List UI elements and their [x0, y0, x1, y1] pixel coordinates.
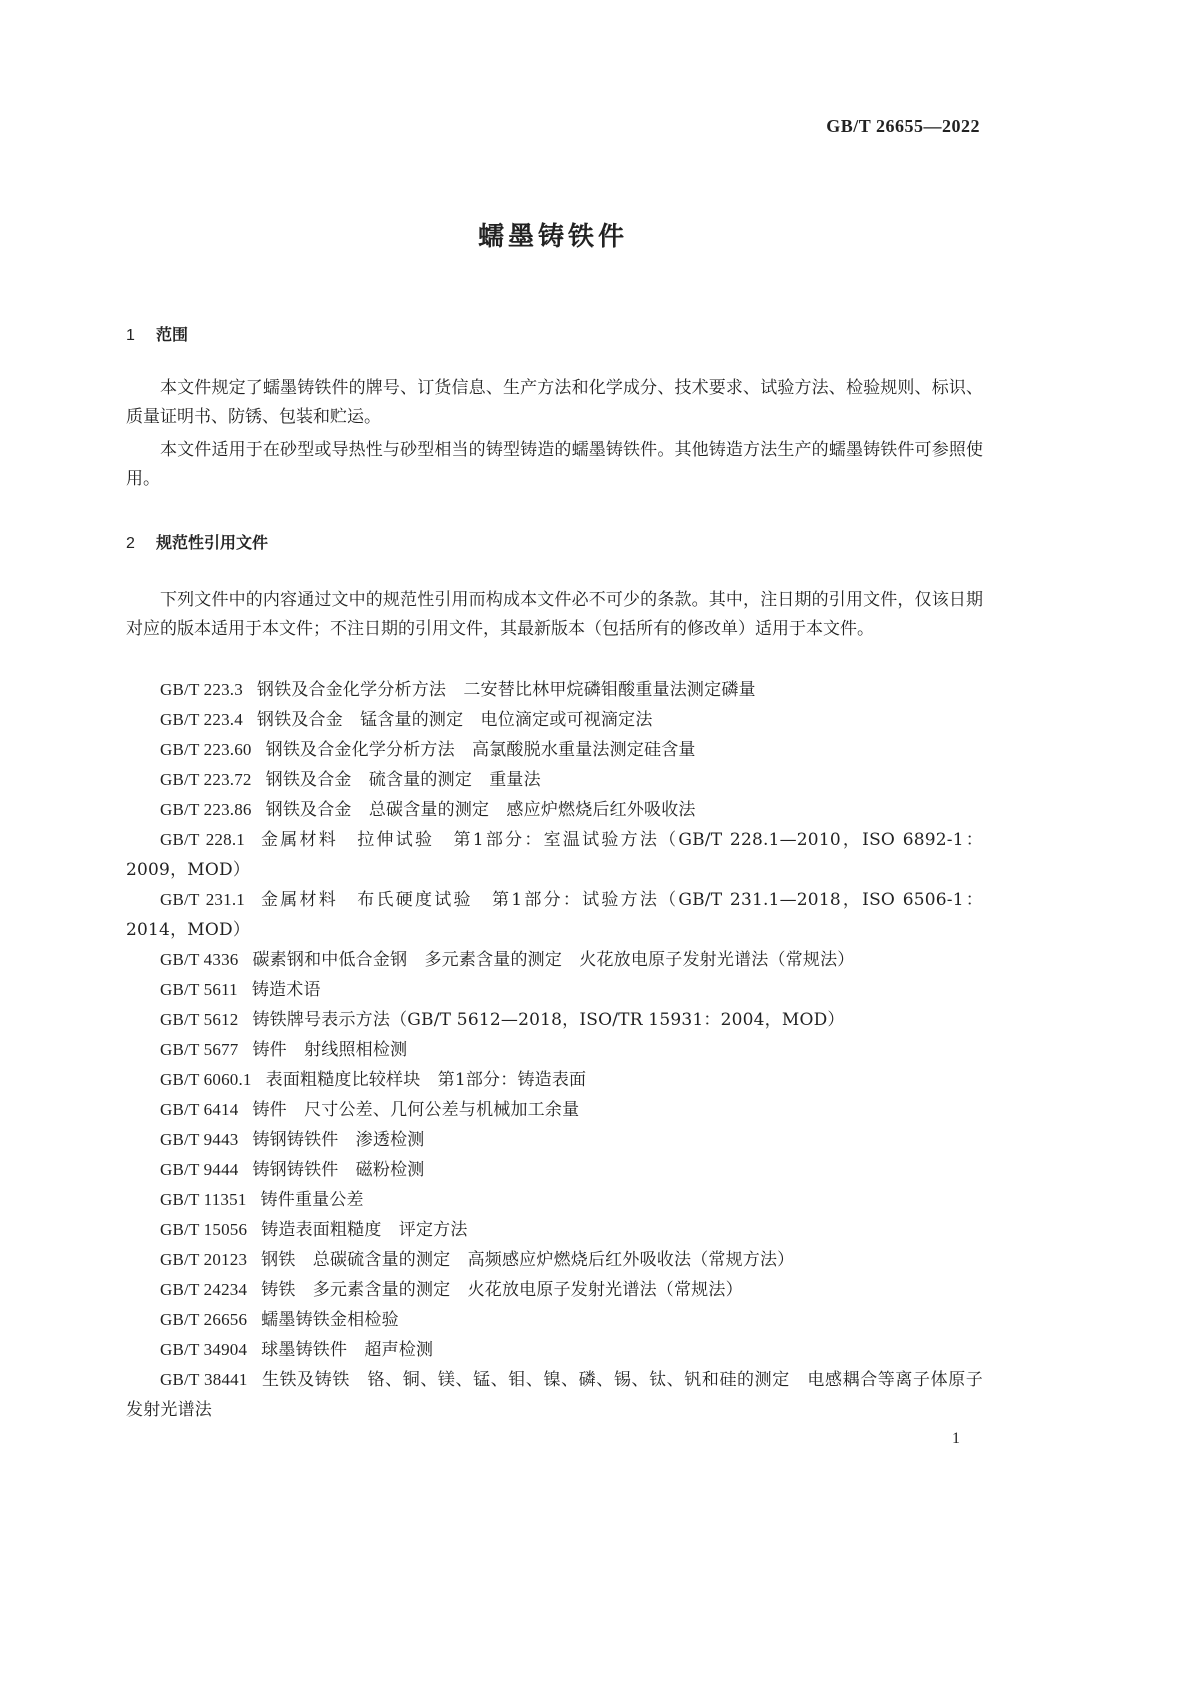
document-title: 蠕墨铸铁件 — [477, 222, 628, 252]
reference-item — [126, 705, 983, 735]
reference-item — [126, 885, 983, 945]
standard-code: GB/T 26655—2022 — [826, 116, 980, 136]
reference-code: GB/T 5612 — [160, 1010, 239, 1029]
reference-item — [126, 765, 983, 795]
reference-item — [126, 945, 983, 975]
reference-code: GB/T 223.60 — [160, 740, 252, 759]
reference-item — [126, 1185, 983, 1215]
reference-title: 蠕墨铸铁金相检验 — [261, 1310, 399, 1330]
reference-title: 铸造术语 — [251, 980, 321, 1000]
scope-paragraph-1: 本文件规定了蠕墨铸铁件的牌号、订货信息、生产方法和化学成分、技术要求、试验方法、检验规则、标识、质量证明书、防锈、包装和贮运。 — [126, 378, 983, 427]
reference-code: GB/T 9443 — [160, 1130, 239, 1149]
reference-item — [126, 1095, 983, 1125]
reference-title: 钢铁及合金化学分析方法 高氯酸脱水重量法测定硅含量 — [265, 740, 696, 760]
reference-code: GB/T 5677 — [160, 1040, 239, 1059]
reference-title: 钢铁及合金 总碳含量的测定 感应炉燃烧后红外吸收法 — [265, 800, 696, 820]
reference-title: 铸钢铸铁件 磁粉检测 — [252, 1160, 425, 1180]
reference-code: GB/T 6414 — [160, 1100, 239, 1119]
reference-code: GB/T 223.3 — [160, 680, 243, 699]
reference-code: GB/T 11351 — [160, 1190, 247, 1209]
reference-item — [126, 1215, 983, 1245]
reference-title: 钢铁及合金化学分析方法 二安替比林甲烷磷钼酸重量法测定磷量 — [256, 680, 756, 700]
reference-title: 铸钢铸铁件 渗透检测 — [252, 1130, 425, 1150]
reference-title: 球墨铸铁件 超声检测 — [261, 1340, 434, 1360]
reference-item — [126, 795, 983, 825]
scope-paragraph-2: 本文件适用于在砂型或导热性与砂型相当的铸型铸造的蠕墨铸铁件。其他铸造方法生产的蠕墨铸铁件可参照使用。 — [126, 440, 983, 489]
reference-code: GB/T 231.1 — [160, 890, 245, 909]
reference-code: GB/T 4336 — [160, 950, 239, 969]
reference-code: GB/T 26656 — [160, 1310, 248, 1329]
reference-code: GB/T 38441 — [160, 1370, 248, 1389]
reference-item — [126, 1365, 983, 1425]
section-title: 规范性引用文件 — [156, 533, 269, 552]
reference-title: 生铁及铸铁 铬、铜、镁、锰、钼、镍、磷、锡、钛、钒和硅的测定 电感耦合等离子体原子发射光谱法 — [126, 1370, 983, 1420]
reference-item — [126, 1005, 983, 1035]
reference-item — [126, 675, 983, 705]
reference-item — [126, 1275, 983, 1305]
reference-code: GB/T 9444 — [160, 1160, 239, 1179]
reference-title: 金属材料 拉伸试验 第1部分：室温试验方法（GB/T 228.1—2010，ISO 6892-1：2009，MOD） — [126, 830, 983, 880]
reference-item — [126, 1125, 983, 1155]
reference-title: 铸造表面粗糙度 评定方法 — [261, 1220, 468, 1240]
section-number: 1 — [126, 327, 135, 344]
section-number: 2 — [126, 535, 135, 552]
reference-item — [126, 1335, 983, 1365]
reference-code: GB/T 5611 — [160, 980, 238, 999]
reference-title: 碳素钢和中低合金钢 多元素含量的测定 火花放电原子发射光谱法（常规法） — [252, 950, 855, 970]
reference-title: 金属材料 布氏硬度试验 第1部分：试验方法（GB/T 231.1—2018，ISO 6506-1：2014，MOD） — [126, 890, 983, 940]
reference-code: GB/T 15056 — [160, 1220, 248, 1239]
reference-item — [126, 1305, 983, 1335]
reference-item — [126, 1035, 983, 1065]
reference-item — [126, 735, 983, 765]
reference-code: GB/T 34904 — [160, 1340, 248, 1359]
reference-title: 铸铁牌号表示方法（GB/T 5612—2018，ISO/TR 15931：2004，MOD） — [252, 1010, 845, 1030]
section-2-heading — [126, 530, 268, 553]
reference-code: GB/T 223.4 — [160, 710, 243, 729]
reference-title: 钢铁 总碳硫含量的测定 高频感应炉燃烧后红外吸收法（常规方法） — [261, 1250, 795, 1270]
reference-title: 表面粗糙度比较样块 第1部分：铸造表面 — [265, 1070, 587, 1090]
reference-title: 铸件 尺寸公差、几何公差与机械加工余量 — [252, 1100, 580, 1120]
reference-item — [126, 1065, 983, 1095]
section-1-heading — [126, 322, 188, 345]
reference-code: GB/T 223.86 — [160, 800, 252, 819]
reference-list — [126, 675, 983, 1425]
reference-title: 铸件 射线照相检测 — [252, 1040, 408, 1060]
reference-title: 铸铁 多元素含量的测定 火花放电原子发射光谱法（常规法） — [261, 1280, 743, 1300]
reference-item — [126, 975, 983, 1005]
reference-title: 钢铁及合金 硫含量的测定 重量法 — [265, 770, 541, 790]
reference-code: GB/T 223.72 — [160, 770, 252, 789]
reference-item — [126, 1245, 983, 1275]
reference-title: 钢铁及合金 锰含量的测定 电位滴定或可视滴定法 — [256, 710, 653, 730]
page-number: 1 — [952, 1430, 960, 1447]
reference-code: GB/T 20123 — [160, 1250, 248, 1269]
reference-item — [126, 825, 983, 885]
references-intro: 下列文件中的内容通过文中的规范性引用而构成本文件必不可少的条款。其中，注日期的引用文件，仅该日期对应的版本适用于本文件；不注日期的引用文件，其最新版本（包括所有的修改单）适用于本文件。 — [126, 590, 983, 639]
reference-code: GB/T 24234 — [160, 1280, 248, 1299]
reference-code: GB/T 228.1 — [160, 830, 245, 849]
reference-title: 铸件重量公差 — [260, 1190, 364, 1210]
reference-item — [126, 1155, 983, 1185]
reference-code: GB/T 6060.1 — [160, 1070, 252, 1089]
section-title: 范围 — [156, 325, 189, 344]
